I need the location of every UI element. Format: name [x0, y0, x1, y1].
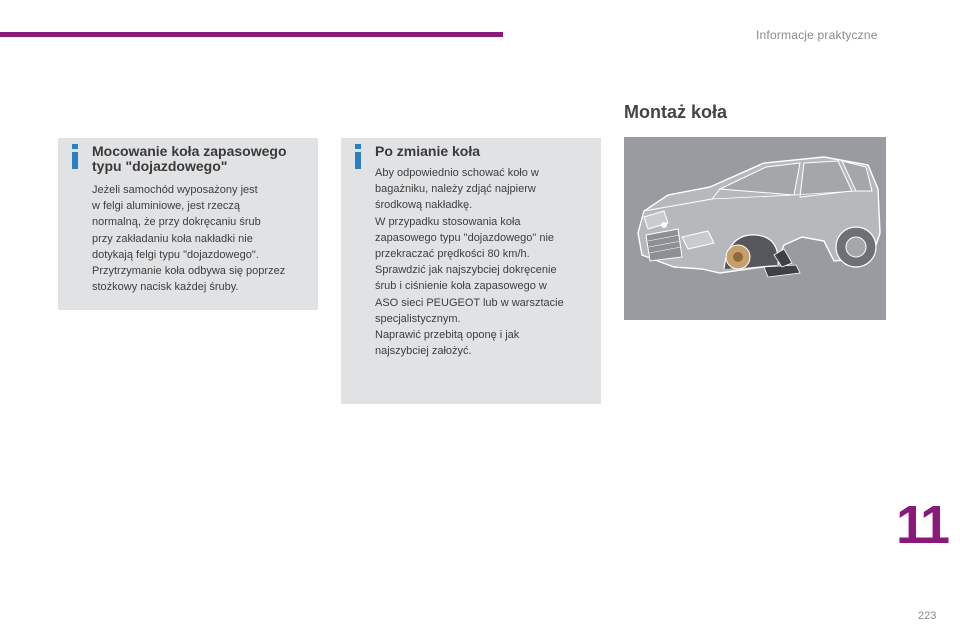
- info-icon: [353, 144, 363, 170]
- car-wheel-removed-icon: [624, 137, 886, 320]
- info-box-after-change: [341, 138, 601, 404]
- chapter-title: Informacje praktyczne: [756, 28, 878, 42]
- info-box-text: Jeżeli samochód wyposażony jest w felgi aluminiowe, jest rzeczą normalną, że przy dokręcaniu śrub przy zakładaniu koła nakładki nie dotykają felgi typu "dojazdowego". Przytrzymanie koła odbywa się poprzez stożkowy nacisk każdej śruby.: [92, 184, 286, 294]
- info-box-title: Mocowanie koła zapasowego typu "dojazdowego": [92, 143, 287, 174]
- info-box-spare-wheel: [58, 138, 318, 310]
- section-title: Montaż koła: [624, 102, 728, 122]
- header-accent-bar: [0, 32, 503, 37]
- chapter-number: 11: [896, 495, 948, 555]
- info-box-text: Aby odpowiednio schować koło w bagażniku, należy zdjąć najpierw środkową nakładkę. W przypadku stosowania koła zapasowego typu "dojazdowego" nie przekraczać prędkości 80 km/h. Sprawdzić jak najszybciej dokręcenie śrub i ciśnienie koła zapasowego w ASO sieci PEUGEOT lub w warsztacie specjalistycznym. Naprawić przebitą oponę i jak najszybciej założyć.: [375, 167, 564, 358]
- info-icon: [70, 144, 80, 170]
- car-illustration: [624, 137, 886, 320]
- page-number: 223: [918, 610, 937, 622]
- info-box-title: Po zmianie koła: [375, 143, 481, 159]
